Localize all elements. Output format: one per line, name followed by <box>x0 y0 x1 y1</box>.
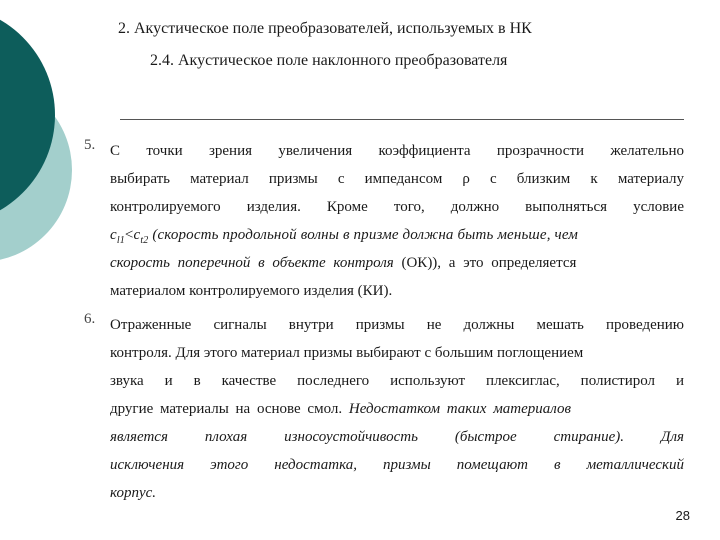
text-line: является плохая износоустойчивость (быстрое стирание). Для <box>110 429 684 445</box>
italic-text: (скорость продольной волны в призме должна быть меньше, чем <box>148 227 578 243</box>
plain-text: (ОК)), а это определяется <box>393 255 577 271</box>
text-line: Отраженные сигналы внутри призмы не должны мешать проведению <box>110 317 684 333</box>
text-line: материалом контролируемого изделия (КИ). <box>110 283 393 299</box>
formula-operator: < <box>124 227 134 243</box>
formula-var: c <box>133 227 141 243</box>
list-item-number: 6. <box>84 311 96 327</box>
text-line: звука и в качестве последнего используют плексиглас, полистирол и <box>110 373 684 389</box>
text-line: контролируемого изделия. Кроме того, должно выполняться условие <box>110 199 684 215</box>
title-divider <box>120 119 684 120</box>
list-item-text <box>110 311 684 507</box>
plain-text: другие материалы на основе смол. <box>110 401 349 417</box>
page-number: 28 <box>675 508 690 523</box>
list-item-number: 5. <box>84 137 96 153</box>
text-line: корпус. <box>110 485 157 501</box>
text-line: контроля. Для этого материал призмы выбирают с большим поглощением <box>110 345 584 361</box>
text-line: исключения этого недостатка, призмы помещают в металлический <box>110 457 684 473</box>
italic-text: Недостатком таких материалов <box>348 401 572 417</box>
list-item-text <box>110 137 684 305</box>
text-line <box>110 249 684 277</box>
text-line: выбирать материал призмы с импедансом ρ с близким к материалу <box>110 171 684 187</box>
slide-section-title: 2. Акустическое поле преобразователей, используемых в НК <box>118 20 532 37</box>
slide-subtitle: 2.4. Акустическое поле наклонного преобразователя <box>150 52 508 69</box>
text-line: С точки зрения увеличения коэффициента прозрачности желательно <box>110 143 684 159</box>
formula-subscript: l1 <box>116 235 125 246</box>
formula-var: c <box>110 227 117 243</box>
text-line <box>110 221 684 249</box>
formula-subscript: t2 <box>140 235 149 246</box>
text-line <box>110 395 684 423</box>
italic-text: скорость поперечной в объекте контроля <box>110 255 394 271</box>
